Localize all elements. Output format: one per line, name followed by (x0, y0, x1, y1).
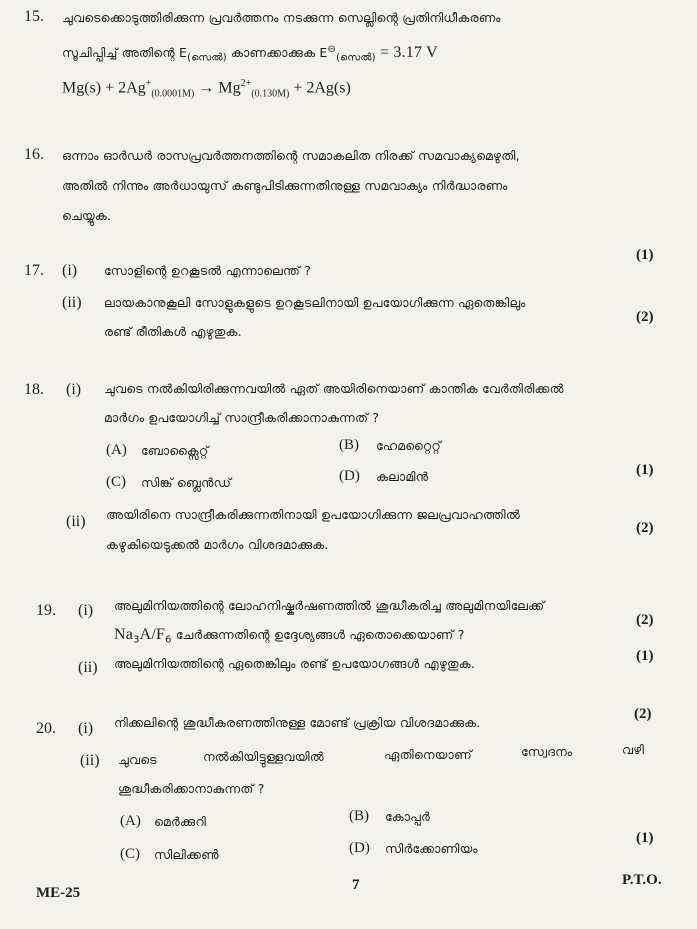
question-20-ii-label: (ii) (80, 752, 100, 769)
question-18-option-c-label: (C) (106, 474, 126, 490)
question-20-option-d-label: (D) (349, 840, 370, 856)
question-18-ii-label: (ii) (66, 513, 86, 530)
question-18-i-label: (i) (66, 381, 82, 398)
question-18-i-marks: (1) (636, 462, 654, 478)
question-20-number: 20. (36, 720, 56, 737)
question-20-option-c: സിലിക്കൺ (154, 847, 219, 862)
question-20-option-d: സിർക്കോണിയം (385, 841, 478, 856)
question-17-i-label: (i) (62, 262, 78, 279)
question-20-option-b-label: (B) (349, 808, 369, 824)
question-18-option-d-label: (D) (339, 468, 360, 484)
question-19-number: 19. (36, 602, 56, 619)
footer-paper-code: ME-25 (36, 885, 81, 901)
question-17-i-text: സോളിന്റെ ഉറകൂടൽ എന്നാലെന്ത് ? (104, 263, 312, 278)
question-18-ii-line-1: അയിരിനെ സാന്ദ്രീകരിക്കുന്നതിനായി ഉപയോഗിക്കുന്ന ജലപ്രവാഹത്തിൽ (106, 507, 520, 522)
question-16-line-3: ചെയ്യുക. (62, 208, 112, 223)
question-20-i-label: (i) (78, 720, 94, 737)
question-15-equation: $Mg(s) + 2Ag^+_{(0.0001M)} \to Mg^{2+}_{(0.130M)} + 2Ag(s)$ (62, 78, 351, 100)
question-18-ii-marks: (2) (636, 520, 654, 536)
question-20-ii-word-5: വഴി (622, 742, 645, 757)
question-15-line-1: ചുവടെക്കൊടുത്തിരിക്കുന്ന പ്രവർത്തനം നടക്കുന്ന സെല്ലിന്റെ പ്രതിനിധീകരണം (62, 10, 501, 25)
question-19-ii-text: അലുമിനിയത്തിന്റെ ഏതെങ്കിലും രണ്ട് ഉപയോഗങ്ങൾ എഴുതുക. (114, 656, 476, 671)
question-19-i-line-2: $Na_3A/F_6$ ചേർക്കുന്നതിന്റെ ഉദ്ദേശ്യങ്ങൾ ഏതൊക്കെയാണ് ? (114, 626, 465, 646)
question-19-i-label: (i) (78, 602, 94, 619)
question-18-option-a-label: (A) (106, 442, 127, 458)
question-20-option-a: മെർക്കുറി (154, 814, 207, 829)
question-17-number: 17. (24, 262, 44, 279)
footer-page-number: 7 (352, 877, 360, 893)
question-20-ii-word-3: ഏതിനെയാണ് (384, 747, 472, 762)
question-16-line-2: അതിൽ നിന്നും അർധായുസ് കണ്ടുപിടിക്കുന്നതിനുള്ള സമവാക്യം നിർദ്ധാരണം (62, 178, 508, 193)
question-20-ii-line-2: ശുദ്ധീകരിക്കാനാകുന്നത് ? (118, 781, 265, 796)
question-18-option-c: സിങ്ക് ബ്ലെൻഡ് (141, 475, 232, 490)
question-18-option-d: കലാമിൻ (376, 469, 429, 484)
question-18-ii-line-2: കഴുകിയെടുക്കൽ മാർഗം വിശദമാക്കുക. (106, 537, 329, 552)
question-20-ii-word-1: ചുവടെ (118, 752, 157, 767)
question-17-ii-marks: (2) (636, 309, 654, 325)
question-19-ii-marks: (1) (636, 648, 654, 664)
question-16-line-1: ഒന്നാം ഓർഡർ രാസപ്രവർത്തനത്തിന്റെ സമാകലിത നിരക്ക് സമവാക്യമെഴുതി, (62, 148, 520, 163)
question-18-option-a: ബോക്സൈറ്റ് (141, 443, 209, 458)
question-18-number: 18. (24, 381, 44, 398)
question-20-option-a-label: (A) (120, 813, 141, 829)
question-20-i-marks: (2) (634, 706, 652, 722)
question-19-i-marks: (2) (636, 612, 654, 628)
question-18-option-b: ഹേമറ്റൈറ്റ് (376, 438, 442, 453)
footer-pto: P.T.O. (622, 872, 662, 888)
question-17-i-marks: (1) (636, 247, 654, 263)
question-18-i-line-1: ചുവടെ നൽകിയിരിക്കുന്നവയിൽ ഏത് അയിരിനെയാണ് കാന്തിക വേർതിരിക്കൽ (104, 381, 564, 396)
question-19-i-line-1: അലുമിനിയത്തിന്റെ ലോഹനിഷ്കർഷണത്തിൽ ശുദ്ധീകരിച്ച അലുമിനയിലേക്ക് (114, 598, 545, 613)
question-19-ii-label: (ii) (78, 659, 98, 676)
question-17-ii-label: (ii) (62, 294, 82, 311)
question-20-ii-marks: (1) (636, 830, 654, 846)
question-17-ii-line-1: ലായകാനുകൂലി സോളുകളുടെ ഉറകൂടലിനായി ഉപയോഗിക്കുന്ന ഏതെങ്കിലും (104, 295, 526, 310)
question-18-option-b-label: (B) (339, 437, 359, 453)
question-17-ii-line-2: രണ്ട് രീതികൾ എഴുതുക. (104, 324, 242, 339)
question-20-ii-word-4: സ്വേദനം (521, 744, 573, 759)
question-20-ii-word-2: നൽകിയിട്ടുള്ളവയിൽ (203, 749, 324, 764)
question-15-number: 15. (24, 8, 44, 25)
question-20-option-c-label: (C) (120, 846, 140, 862)
question-20-i-text: നിക്കലിന്റെ ശുദ്ധീകരണത്തിനുള്ള മോണ്ട് പ്രക്രിയ വിശദമാക്കുക. (114, 715, 481, 730)
question-20-option-b: കോപ്പർ (385, 809, 430, 824)
question-16-number: 16. (24, 146, 44, 163)
question-18-i-line-2: മാർഗം ഉപയോഗിച്ച് സാന്ദ്രീകരിക്കാനാകുന്നത് ? (104, 410, 380, 425)
question-15-line-2: സൂചിപ്പിച്ച് അതിന്റെ $E_{(സെൽ)}$ കാണക്കാക്കുക $E^⊖_{(സെൽ)} = 3.17$ V (62, 44, 438, 64)
